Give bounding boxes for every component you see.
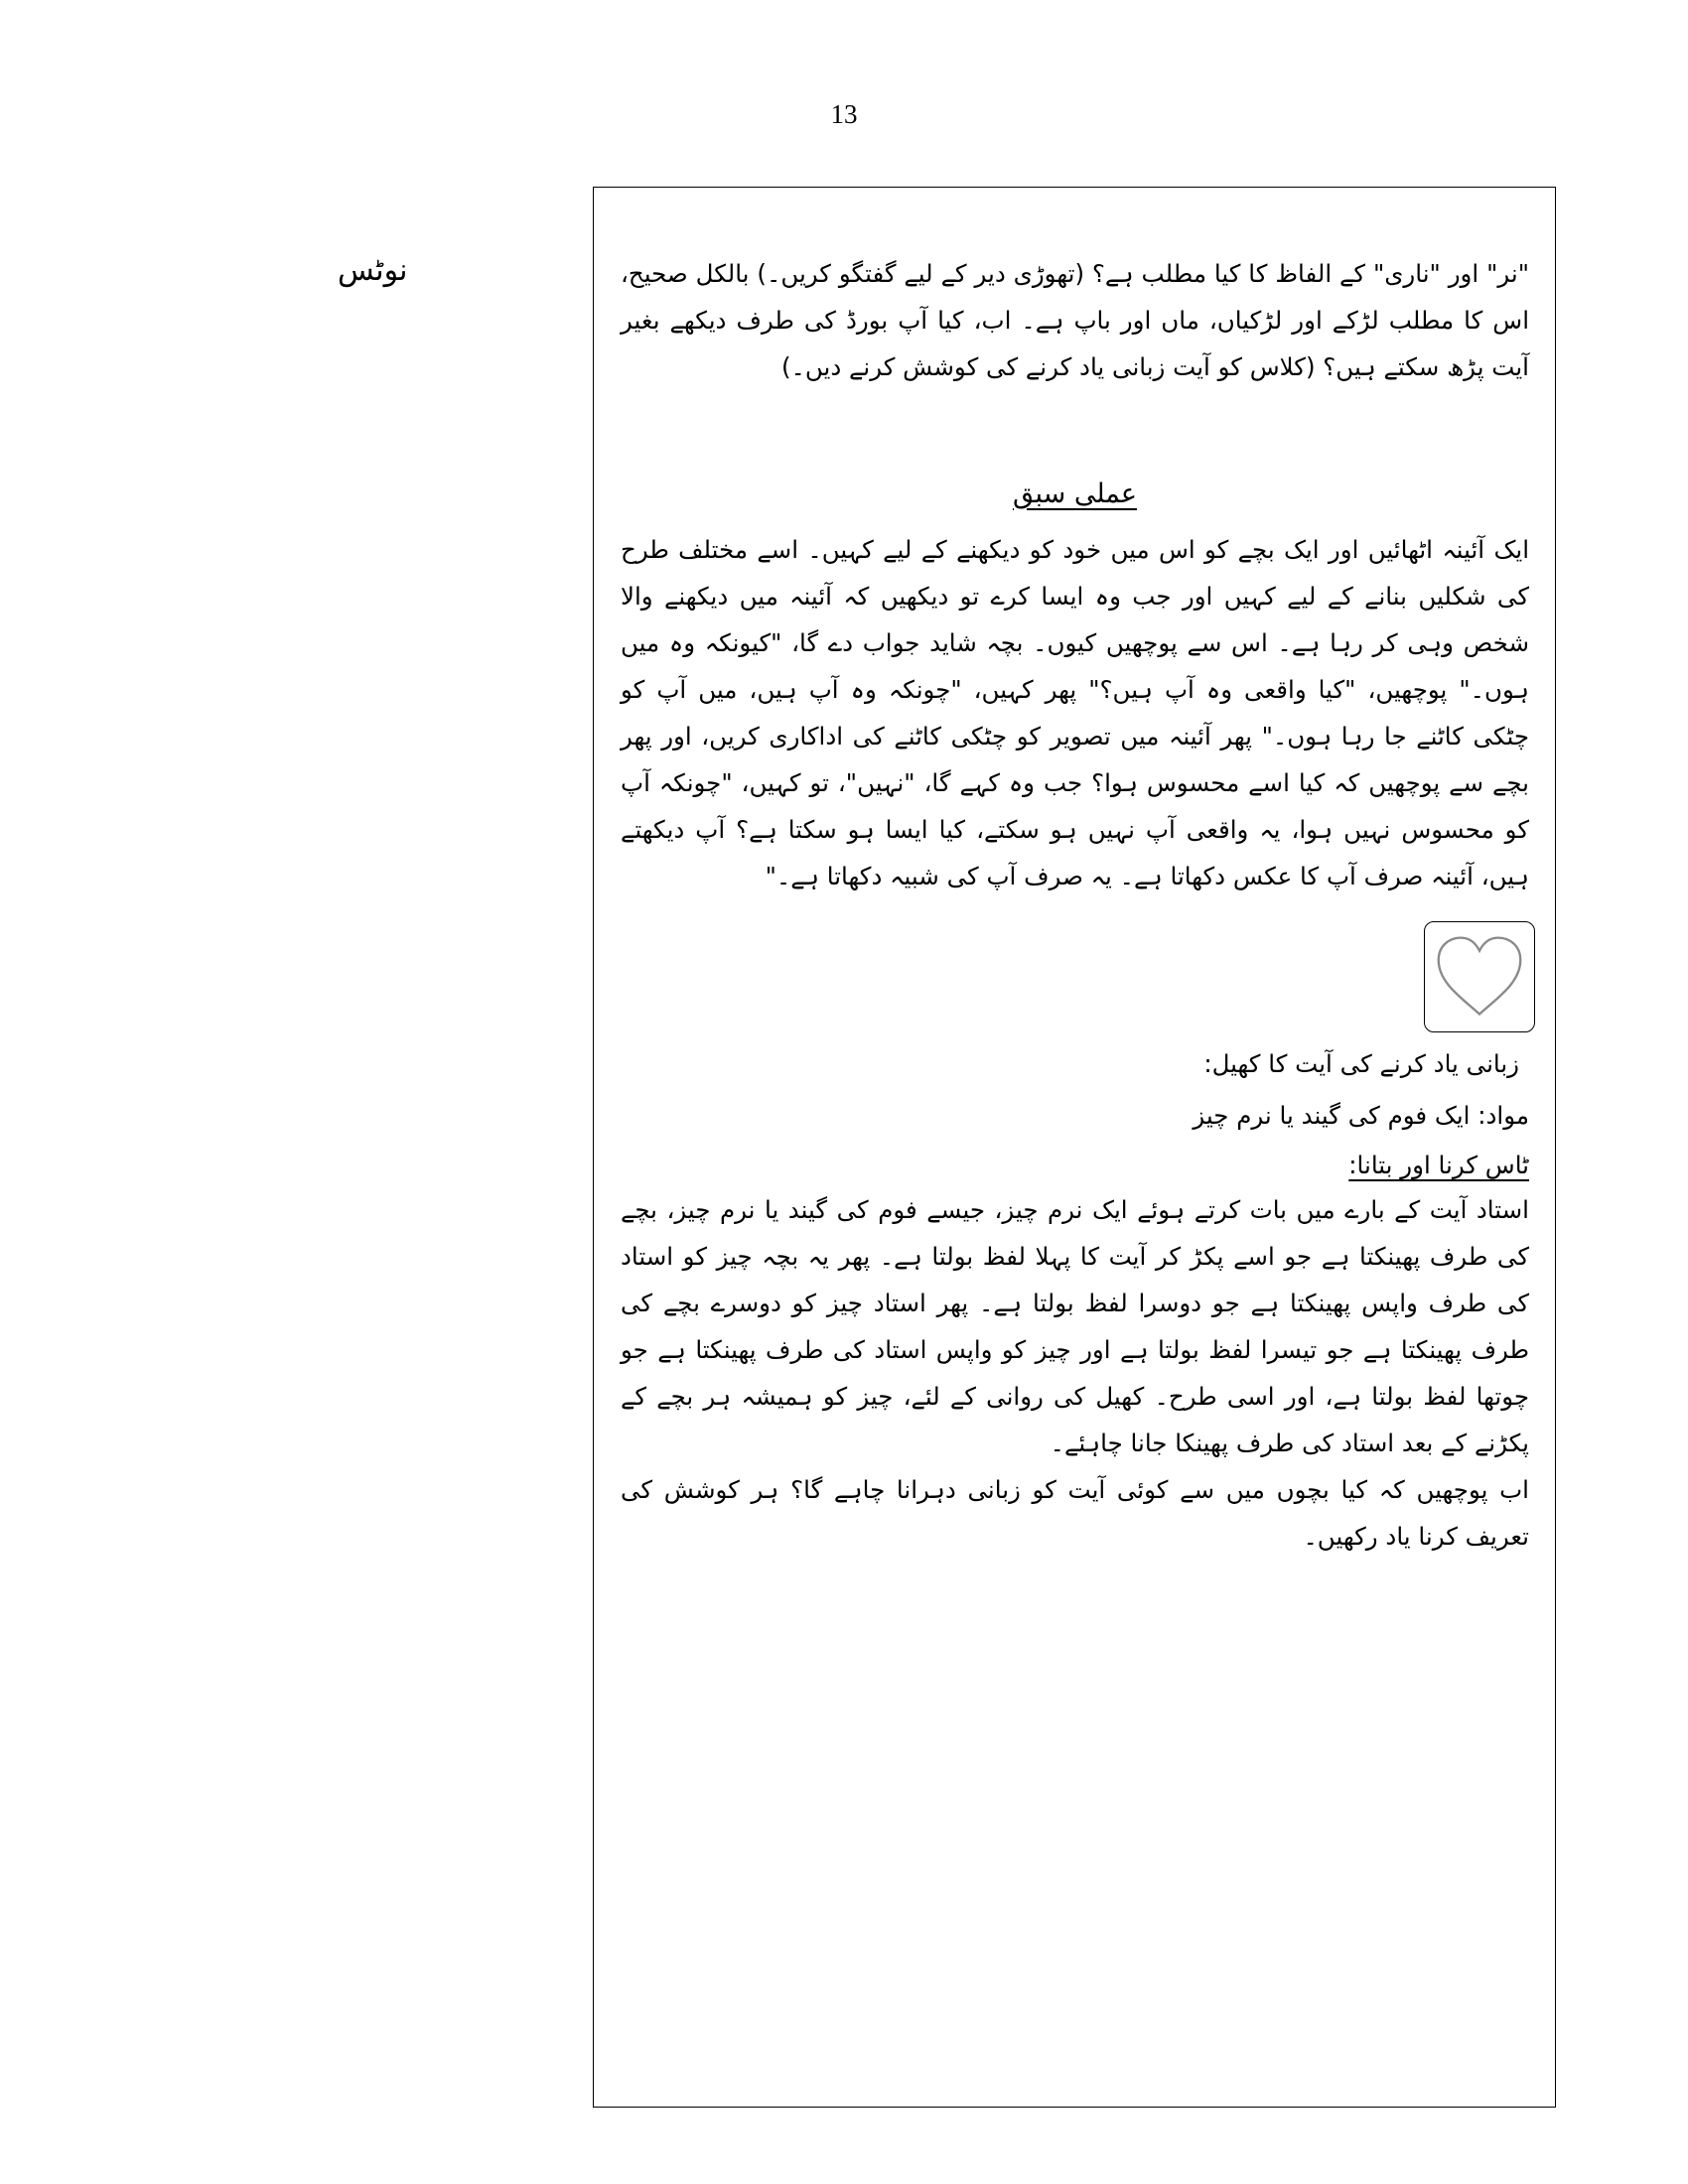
notes-label: نوٹس xyxy=(338,253,408,288)
heart-icon-box xyxy=(1424,921,1535,1032)
practical-lesson-paragraph: ایک آئینہ اٹھائیں اور ایک بچے کو اس میں خود کو دیکھنے کے لیے کہیں۔ اسے مختلف طرح کی شکلیں بنانے کے لیے کہیں اور جب وہ ایسا کرے تو دیکھیں کہ آئینہ میں دیکھنے والا شخص وہی کر رہا ہے۔ اس سے پوچھیں کیوں۔ بچہ شاید جواب دے گا، "کیونکہ وہ میں ہوں۔" پوچھیں، "کیا واقعی وہ آپ ہیں؟" پھر کہیں، "چونکہ وہ آپ ہیں، میں آپ کو چٹکی کاٹنے جا رہا ہوں۔" پھر آئینہ میں تصویر کو چٹکی کاٹنے کی اداکاری کریں، اور پھر بچے سے پوچھیں کہ کیا اسے محسوس ہوا؟ جب وہ کہے گا، "نہیں"، تو کہیں، "چونکہ آپ کو محسوس نہیں ہوا، یہ واقعی آپ نہیں ہو سکتے، کیا ایسا ہو سکتا ہے؟ آپ دیکھتے ہیں، آئینہ صرف آپ کا عکس دکھاتا ہے۔ یہ صرف آپ کی شبیہ دکھاتا ہے۔" xyxy=(621,535,1529,890)
practical-lesson-section xyxy=(621,526,1529,899)
toss-and-tell-heading: ٹاس کرنا اور بتانا: xyxy=(1348,1151,1529,1179)
practical-lesson-heading: عملی سبق xyxy=(1012,478,1138,509)
memory-game-closing: اب پوچھیں کہ کیا بچوں میں سے کوئی آیت کو زبانی دہرانا چاہے گا؟ ہر کوشش کی تعریف کرنا یاد رکھیں۔ xyxy=(621,1475,1529,1551)
intro-section xyxy=(621,250,1529,390)
heart-icon xyxy=(1433,932,1526,1022)
intro-paragraph: "نر" اور "ناری" کے الفاظ کا کیا مطلب ہے؟ (تھوڑی دیر کے لیے گفتگو کریں۔) بالکل صحیح، اس کا مطلب لڑکے اور لڑکیاں، ماں اور باپ ہے۔ اب، کیا آپ بورڈ کی طرف دیکھے بغیر آیت پڑھ سکتے ہیں؟ (کلاس کو آیت زبانی یاد کرنے کی کوشش کرنے دیں۔) xyxy=(621,259,1529,381)
memory-game-section xyxy=(621,1186,1529,1560)
page-number: 13 xyxy=(830,99,858,129)
memory-game-paragraph: استاد آیت کے بارے میں بات کرتے ہوئے ایک نرم چیز، جیسے فوم کی گیند یا نرم چیز، بچے کی طرف پھینکتا ہے جو اسے پکڑ کر آیت کا پہلا لفظ بولتا ہے۔ پھر یہ بچہ چیز کو استاد کی طرف واپس پھینکتا ہے جو دوسرا لفظ بولتا ہے۔ پھر استاد چیز کو دوسرے بچے کی طرف پھینکتا ہے جو تیسرا لفظ بولتا ہے اور چیز کو واپس استاد کی طرف پھینکتا ہے جو چوتھا لفظ بولتا ہے، اور اسی طرح۔ کھیل کی روانی کے لئے، چیز کو ہمیشہ ہر بچے کے پکڑنے کے بعد استاد کی طرف پھینکا جانا چاہئے۔ xyxy=(621,1195,1529,1457)
memory-game-title: زبانی یاد کرنے کی آیت کا کھیل: xyxy=(1203,1049,1519,1078)
materials-line: مواد: ایک فوم کی گیند یا نرم چیز xyxy=(1193,1101,1529,1130)
